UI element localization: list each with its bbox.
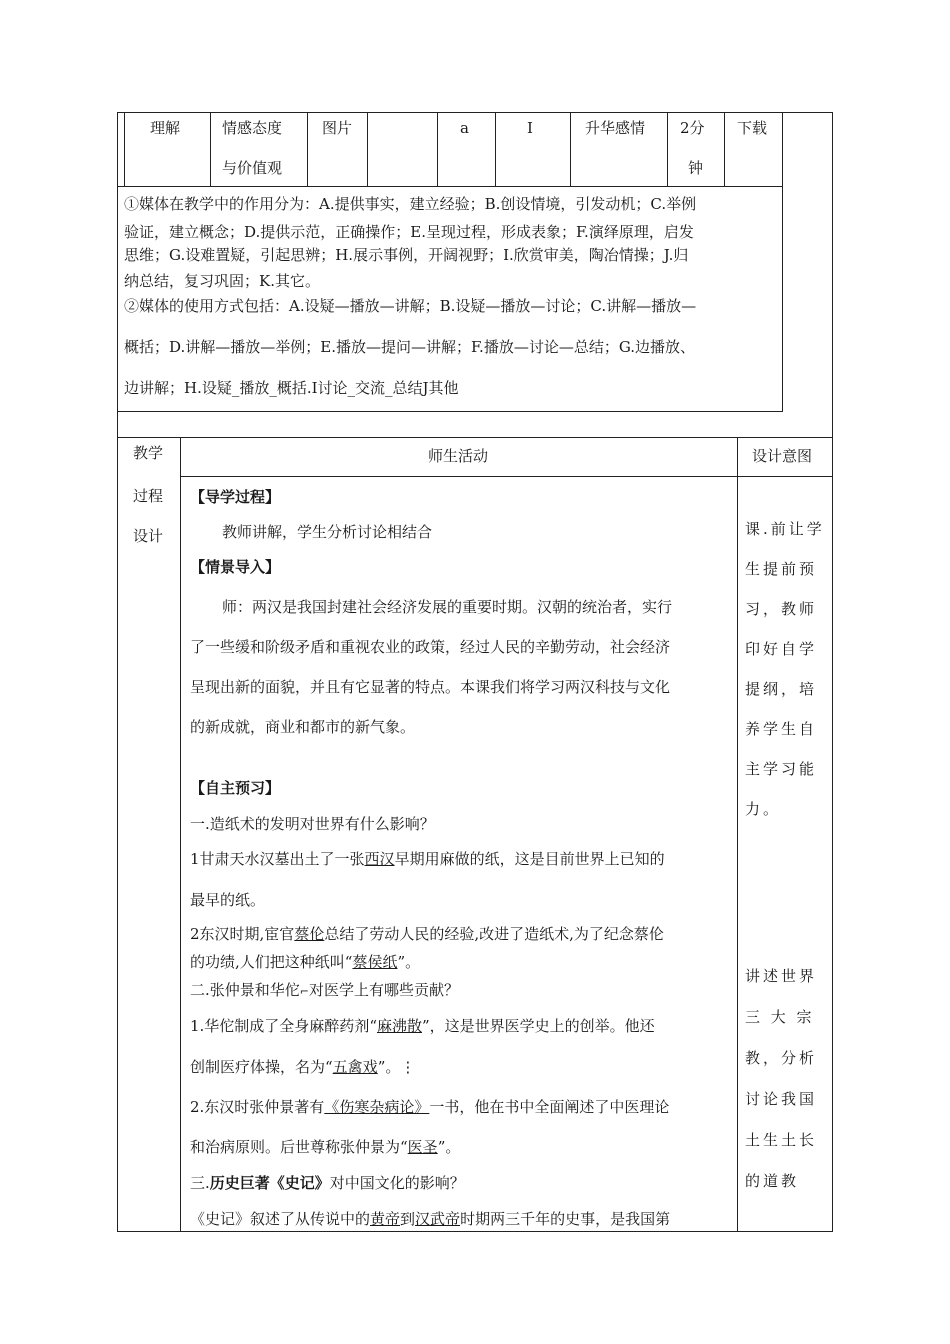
design-intent-religion <box>745 956 825 1202</box>
table-border <box>495 112 496 186</box>
answer-line <box>190 1208 735 1230</box>
intent-line: 讲述世界 <box>745 967 818 985</box>
keyword: 蔡侯纸 <box>352 953 398 971</box>
text: 对中国文化的影响？ <box>329 1174 465 1192</box>
answer-line <box>190 848 735 870</box>
answer-line <box>190 1136 735 1158</box>
cell-duration-unit: 钟 <box>688 159 704 177</box>
text: 历史巨著《史记》 <box>209 1174 330 1192</box>
text: 二.张仲景和华佗 <box>190 981 300 999</box>
table-border <box>210 112 211 186</box>
text: 早期用麻做的纸，这是目前世界上已知的 <box>394 850 665 868</box>
text: 1甘肃天水汉墓出土了一张 <box>190 850 365 868</box>
intent-line: 提纲，培 <box>745 680 818 698</box>
answer-line <box>190 1056 735 1078</box>
table-border <box>307 112 308 186</box>
note-line: 边讲解；H.设疑_播放_概括.I讨论_交流_总结J其他 <box>124 379 459 397</box>
cell-emotion: 情感态度 <box>222 119 283 137</box>
question: 一.造纸术的发明对世界有什么影响？ <box>190 815 435 833</box>
cell-download: 下载 <box>737 119 768 137</box>
intent-line: 印好自学 <box>745 640 818 658</box>
intent-line: 习，教师 <box>745 600 818 618</box>
intent-line: 生提前预 <box>745 560 818 578</box>
text: 和治病原则。后世尊称张仲景为“ <box>190 1138 408 1156</box>
cell-i: I <box>527 119 533 137</box>
cell-picture: 图片 <box>322 119 353 137</box>
left-label-design: 设计 <box>133 527 164 545</box>
table-border <box>117 437 833 438</box>
answer-line <box>190 1015 735 1037</box>
keyword: 黄帝 <box>370 1210 401 1228</box>
intent-line: 三 大 宗 <box>745 1008 815 1026</box>
paragraph: 师：两汉是我国封建社会经济发展的重要时期。汉朝的统治者，实行 <box>222 598 673 616</box>
table-border <box>737 437 738 1232</box>
note-line: ②媒体的使用方式包括：A.设疑—播放—讲解；B.设疑—播放—讨论；C.讲解—播放— <box>124 297 697 315</box>
table-border <box>124 112 125 186</box>
section-heading: 【自主预习】 <box>190 779 281 797</box>
intent-line: 教，分析 <box>745 1049 818 1067</box>
section-heading: 【情景导入】 <box>190 558 281 576</box>
text: 到 <box>400 1210 416 1228</box>
design-intent-preview <box>745 509 825 829</box>
text: 创制医疗体操，名为“ <box>190 1058 333 1076</box>
table-border <box>117 112 833 113</box>
text: 1.华佗制成了全身麻醉药剂“ <box>190 1017 377 1035</box>
note-line: 纳总结，复习巩固；K.其它。 <box>124 272 320 290</box>
table-border <box>117 112 118 1232</box>
paragraph: 的新成就，商业和都市的新气象。 <box>190 718 416 736</box>
note-line: 验证，建立概念；D.提供示范，正确操作；E.呈现过程，形成表象；F.演绎原理，启发 <box>124 223 694 241</box>
table-border <box>117 411 783 412</box>
text: 的功绩,人们把这种纸叫“ <box>190 953 353 971</box>
keyword: 医圣 <box>407 1138 438 1156</box>
keyword: 五禽戏 <box>332 1058 378 1076</box>
intent-line: 土生土长 <box>745 1131 818 1149</box>
text: 三. <box>190 1174 210 1192</box>
table-border <box>437 112 438 186</box>
text: 2.东汉时张仲景著有 <box>190 1098 325 1116</box>
text: ”。 <box>437 1138 461 1156</box>
text: ”，这是世界医学史上的创举。他还 <box>422 1017 655 1035</box>
note-line: ①媒体在教学中的作用分为：A.提供事实，建立经验；B.创设情境，引发动机；C.举例 <box>124 195 697 213</box>
keyword: 西汉 <box>364 850 395 868</box>
intent-line: 力。 <box>745 800 782 818</box>
note-line: 概括；D.讲解—播放—举例；E.播放—提问—讲解；F.播放—讨论—总结；G.边播放、 <box>124 338 696 356</box>
text: ”。 <box>397 953 421 971</box>
keyword: 《伤寒杂病论》 <box>324 1098 430 1116</box>
intent-line: 养学生自 <box>745 720 818 738</box>
answer-line <box>190 923 735 945</box>
cell-sublimate: 升华感情 <box>585 119 646 137</box>
header-design-intent: 设计意图 <box>752 447 813 465</box>
left-label-teaching: 教学 <box>133 444 164 462</box>
paragraph: 了一些缓和阶级矛盾和重视农业的政策，经过人民的辛勤劳动，社会经济 <box>190 638 671 656</box>
keyword: 蔡伦 <box>294 925 325 943</box>
text: ”。⋮ <box>377 1058 416 1076</box>
left-label-process: 过程 <box>133 487 164 505</box>
paragraph: 教师讲解，学生分析讨论相结合 <box>222 523 433 541</box>
table-border <box>117 1231 833 1232</box>
answer-line: 最早的纸。 <box>190 891 266 909</box>
keyword: 麻沸散 <box>376 1017 422 1035</box>
note-line: 思维；G.设难置疑，引起思辨；H.展示事例，开阔视野；I.欣赏审美，陶冶情操；J.归 <box>124 246 689 264</box>
table-border <box>367 112 368 186</box>
intent-line: 讨论我国 <box>745 1090 818 1108</box>
intent-line: 主学习能 <box>745 760 818 778</box>
text: 总结了劳动人民的经验,改进了造纸术,为了纪念蔡伦 <box>324 925 664 943</box>
cell-duration: 2分 <box>680 119 705 137</box>
answer-line <box>190 1096 735 1118</box>
question: 二.张仲景和华佗⌐对医学上有哪些贡献？ <box>190 981 460 999</box>
text: 2东汉时期,宦官 <box>190 925 295 943</box>
intent-line: 的道教 <box>745 1172 800 1190</box>
table-border <box>782 112 783 412</box>
table-border <box>180 437 181 1232</box>
table-border <box>570 112 571 186</box>
table-border <box>724 112 725 186</box>
table-border <box>117 186 783 187</box>
answer-line <box>190 951 735 973</box>
text: 一书，他在书中全面阐述了中医理论 <box>429 1098 670 1116</box>
section-heading: 【导学过程】 <box>190 488 281 506</box>
text: 时期两三千年的史事，是我国第 <box>460 1210 671 1228</box>
question <box>190 1172 735 1194</box>
text: 《史记》叙述了从传说中的 <box>190 1210 371 1228</box>
header-activities: 师生活动 <box>428 447 489 465</box>
table-border <box>180 476 833 477</box>
cell-values: 与价值观 <box>222 159 283 177</box>
cell-a: a <box>460 119 469 137</box>
text: 对医学上有哪些贡献？ <box>309 981 460 999</box>
table-border <box>667 112 668 186</box>
table-border <box>832 112 833 1232</box>
cell-understanding: 理解 <box>150 119 181 137</box>
paragraph: 呈现出新的面貌，并且有它显著的特点。本课我们将学习两汉科技与文化 <box>190 678 671 696</box>
intent-line: 课.前让学 <box>745 520 825 538</box>
keyword: 汉武帝 <box>415 1210 461 1228</box>
